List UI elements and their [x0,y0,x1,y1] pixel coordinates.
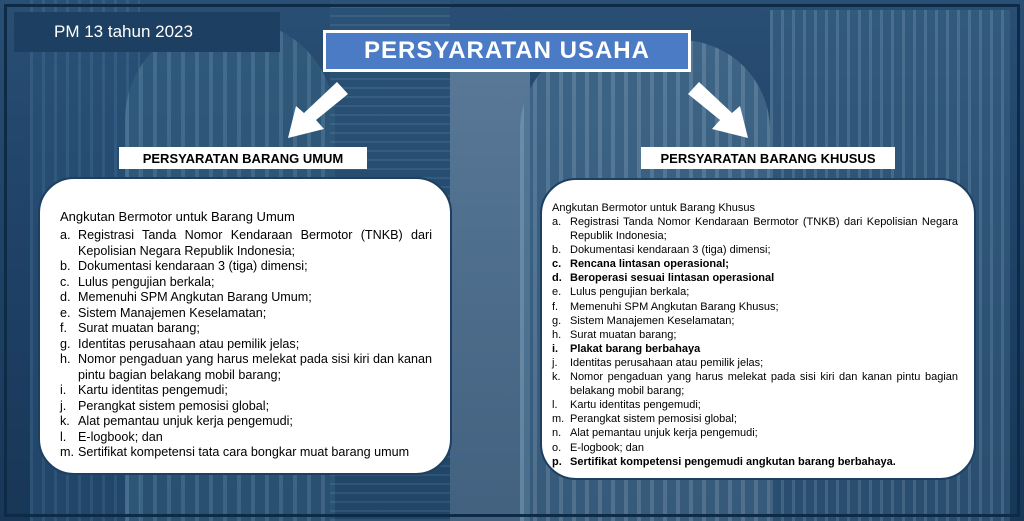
list-item-text: Identitas perusahaan atau pemilik jelas; [78,336,300,351]
arrow-down-right-icon [684,80,754,142]
general-goods-label: PERSYARATAN BARANG UMUM [119,147,367,169]
list-item [552,285,958,299]
list-marker: p. [552,455,562,468]
list-marker: j. [60,398,67,413]
list-item-text: Surat muatan barang; [78,321,200,335]
list-item [552,398,958,412]
list-item [552,328,958,342]
list-item-text: Dokumentasi kendaraan 3 (tiga) dimensi; [570,244,771,257]
list-marker: b. [60,259,71,273]
list-item-text: Alat pemantau unjuk kerja pengemudi; [78,414,293,428]
arrow-down-left-icon [282,80,352,142]
list-item-text: Lulus pengujian berkala; [570,286,690,299]
list-item-text: Registrasi Tanda Nomor Kendaraan Bermotor (TNKB) dari Kepolisian Negara Republik Indonesia; [78,228,432,258]
list-marker: m. [60,445,74,459]
list-marker: h. [60,352,71,366]
list-marker: d. [552,272,562,285]
list-item-text: Memenuhi SPM Angkutan Barang Umum; [78,290,312,304]
list-marker: a. [60,228,71,242]
list-item [552,314,958,328]
list-item [552,342,958,356]
list-marker: c. [60,274,70,289]
list-item [60,414,432,430]
list-item [60,337,432,353]
list-item-text: Lulus pengujian berkala; [78,274,215,289]
list-item-text: Memenuhi SPM Angkutan Barang Khusus; [570,300,779,313]
list-marker: l. [552,399,558,412]
list-marker: j. [552,356,558,369]
list-marker: n. [552,427,562,440]
special-goods-label: PERSYARATAN BARANG KHUSUS [641,147,895,169]
list-marker: i. [552,342,559,355]
list-marker: k. [552,371,561,384]
list-item-text: Nomor pengaduan yang harus melekat pada sisi kiri dan kanan pintu bagian belakang mobil barang; [78,352,432,382]
list-marker: a. [552,216,562,228]
list-marker: e. [60,305,71,320]
list-marker: c. [552,258,562,271]
list-item [60,290,432,306]
list-item-text: Registrasi Tanda Nomor Kendaraan Bermotor (TNKB) dari Kepolisian Negara Republik Indonesia; [570,216,958,243]
list-item-text: Dokumentasi kendaraan 3 (tiga) dimensi; [78,259,308,273]
list-item [60,228,432,259]
list-marker: f. [60,321,67,335]
list-item-text: Rencana lintasan operasional; [570,258,729,271]
general-goods-card [38,177,452,475]
list-marker: h. [552,328,562,341]
list-item [60,430,432,446]
list-item [60,445,432,461]
list-item [60,275,432,291]
list-marker: k. [60,414,70,428]
card-heading: Angkutan Bermotor untuk Barang Khusus [552,202,756,214]
list-marker: i. [60,383,67,397]
list-item-text: Surat muatan barang; [570,328,677,341]
list-item [60,321,432,337]
list-item-text: Perangkat sistem pemosisi global; [570,413,737,426]
requirements-list [60,228,432,461]
list-item [552,412,958,426]
list-item-text: Sistem Manajemen Keselamatan; [570,314,735,327]
requirements-list [552,215,958,469]
list-item-text: Plakat barang berbahaya [570,342,701,355]
list-item [552,455,958,469]
list-item-text: Beroperasi sesuai lintasan operasional [570,272,775,285]
list-marker: m. [552,413,565,426]
list-marker: e. [552,286,562,299]
list-item [552,356,958,370]
list-item [552,370,958,398]
page-title: PERSYARATAN USAHA [323,30,691,72]
list-marker: g. [60,336,71,351]
list-item [552,271,958,285]
list-marker: g. [552,314,562,327]
list-item [60,259,432,275]
special-goods-card [540,178,976,480]
list-item-text: Perangkat sistem pemosisi global; [78,398,270,413]
background-building [450,60,530,521]
list-item [552,243,958,257]
list-item [60,399,432,415]
list-item [60,306,432,322]
list-item-text: Identitas perusahaan atau pemilik jelas; [570,356,764,369]
list-item-text: Alat pemantau unjuk kerja pengemudi; [570,427,758,440]
card-heading: Angkutan Bermotor untuk Barang Umum [60,209,295,224]
list-item [552,215,958,243]
list-item-text: Kartu identitas pengemudi; [570,399,701,412]
list-item [60,383,432,399]
list-marker: o. [552,441,562,454]
list-marker: d. [60,290,71,304]
list-item [60,352,432,383]
list-item-text: Sertifikat kompetensi pengemudi angkutan barang berbahaya. [570,455,896,468]
list-item-text: E-logbook; dan [78,429,163,444]
list-marker: b. [552,244,562,257]
list-item-text: E-logbook; dan [570,441,644,454]
list-item-text: Sistem Manajemen Keselamatan; [78,305,267,320]
list-item [552,257,958,271]
list-item-text: Nomor pengaduan yang harus melekat pada sisi kiri dan kanan pintu bagian belakang mobil barang; [570,371,958,398]
regulation-badge: PM 13 tahun 2023 [14,12,280,52]
list-item-text: Kartu identitas pengemudi; [78,383,228,397]
list-item-text: Sertifikat kompetensi tata cara bongkar muat barang umum [78,445,410,459]
list-item [552,426,958,440]
list-marker: l. [60,429,67,444]
list-item [552,300,958,314]
list-item [552,441,958,455]
list-marker: f. [552,300,559,313]
